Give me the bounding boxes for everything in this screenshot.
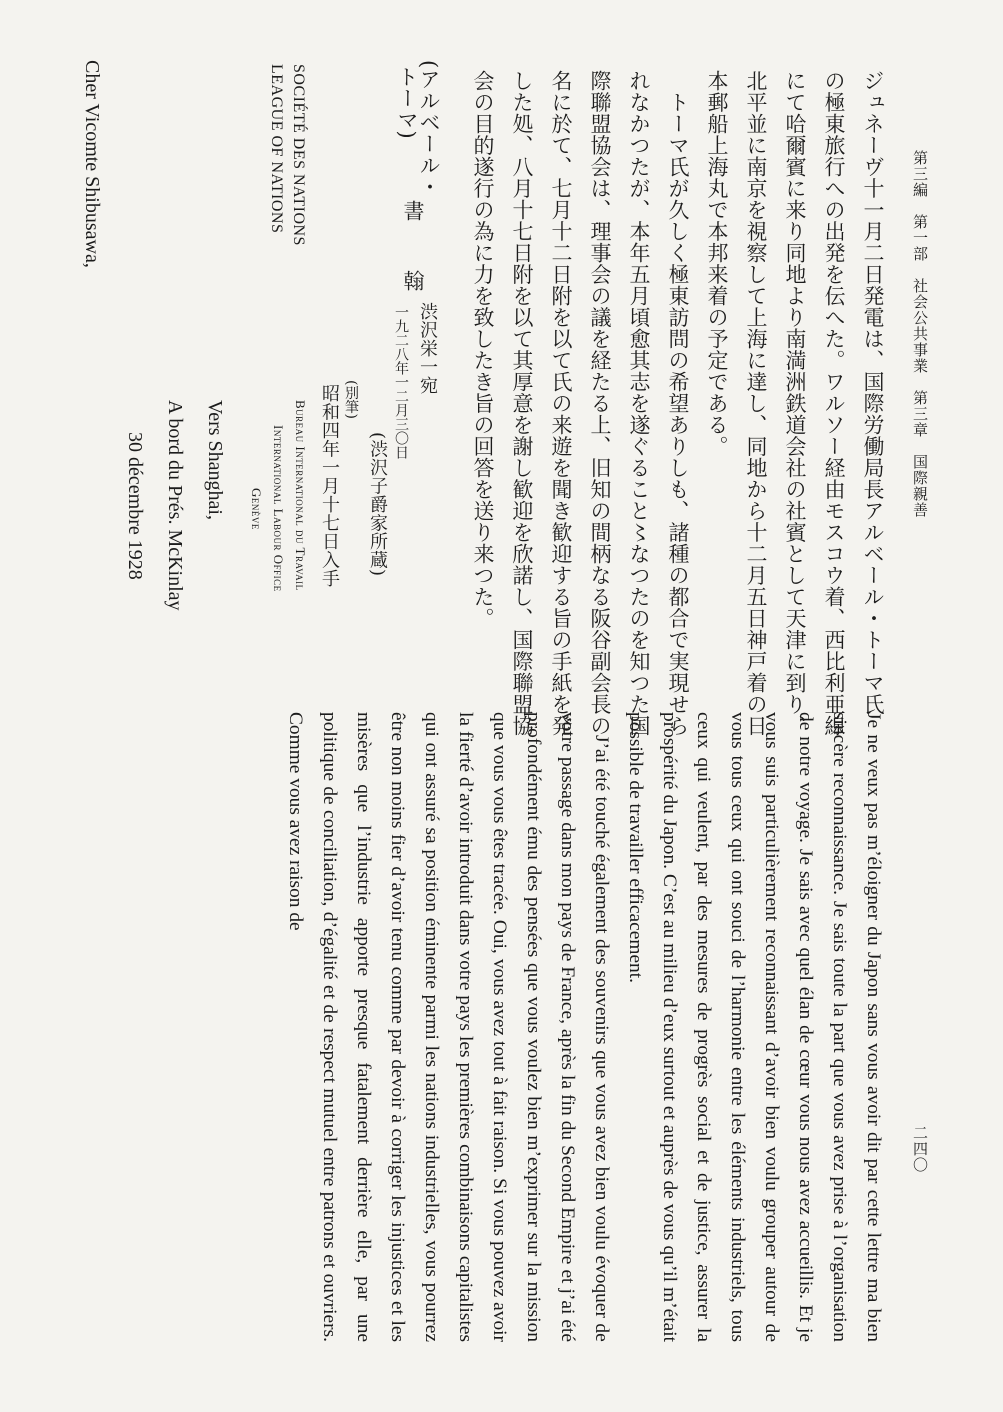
french-letter-body (70, 712, 890, 1342)
letterhead-city: Genève (249, 488, 264, 530)
jp-line: れなかつたが、本年五月頃愈其志を遂ぐること〻なつたのを知つた国 (627, 70, 651, 737)
french-paragraph: Je ne veux pas m’éloigner du Japon sans vous avoir dit par cette lettre ma bien sincère reconnaissance. Je sais toute la part que vous avez prise à l’organisation de notre voyage. Je sais avec quel élan de cœur vous nous avez accueillis. Et je vous suis particulièrement reconnaissant d’avoir bien voulu grouper autour de vous tous ceux qui ont souci de l’harmonie entre les éléments industriels, tous ceux qui veulent, par des mesures de progrès social et de justice, assurer la prospérité du Japon. C’est au milieu d’eux surtout et auprès de vous qu’il m’était possible de travailler efficacement. (625, 712, 884, 1342)
letter-date-fr: 30 décembre 1928 (124, 432, 146, 580)
jp-line: した処、八月十七日附を以て其厚意を謝し歓迎を欣諾し、国際聯盟協 (510, 70, 534, 737)
letterhead-bureau-en: International Labour Office (271, 425, 286, 592)
french-paragraph: J’ai été touché également des souvenirs que vous avez bien voulu évoquer de votre passage dans mon pays de France, après la fin du Second Empire et j’ai été profondément ému des pensées que vous voulez bien m’exprimer sur la mission que vous vous êtes tracée. Oui, vous avez tout à fait raison. Si vous pouvez avoir la fierté d’avoir introduit dans votre pays les premières combinaisons capitalistes qui ont assuré sa position éminente parmi les nations industrielles, vous pourrez être non moins fier d’avoir tenu comme par devoir à corriger les injustices et les misères que l’industrie apporte presque fatalement derrière elle, par une politique de conciliation, d’égalité et de respect mutuel entre patrons et ouvriers. Comme vous avez raison de (285, 712, 612, 1342)
letter-source: (渋沢子爵家所蔵) (367, 432, 388, 577)
place-line1: Vers Shanghai, (204, 400, 226, 520)
jp-line: の極東旅行への出発を伝へた。ワルソー経由モスコウ着、西比利亜線 (822, 70, 846, 737)
salutation: Cher Vicomte Shibusawa, (81, 60, 103, 268)
running-head: 第三編 第一部 社会公共事業 第三章 国際親善 (911, 150, 929, 518)
jp-line: トーマ氏が久しく極東訪問の希望ありしも、諸種の都合で実現せら (666, 70, 690, 737)
jp-line: 会の目的遂行の為に力を致したき旨の回答を送り来つた。 (471, 70, 495, 629)
jp-line: 名に於て、七月十二日附を以て氏の来遊を聞き歓迎する旨の手紙を発 (549, 70, 573, 737)
letter-title: 書 翰 (401, 200, 425, 305)
sender-name-line1: (アルベール・ (417, 60, 441, 198)
letter-recipient: 渋沢栄一宛 (417, 302, 438, 395)
jp-line: 北平並に南京を視察して上海に達し、同地から十二月五日神戸着の日 (744, 70, 768, 737)
letterhead-org-en: LEAGUE OF NATIONS (268, 64, 285, 234)
jp-line: 際聯盟協会は、理事会の議を経たる上、旧知の間柄なる阪谷副会長の (588, 70, 612, 737)
jp-line: ジュネーヴ十一月二日発電は、国際労働局長アルベール・トーマ氏 (861, 70, 885, 715)
page-number: 二四〇 (911, 1125, 929, 1173)
jp-line: にて哈爾賓に来り同地より南満洲鉄道会社の社賓として天津に到り、 (783, 70, 807, 737)
letterhead-bureau-fr: Bureau International du Travail (293, 400, 308, 591)
place-line2: A bord du Prés. McKinlay (164, 400, 186, 611)
letter-date-jp: 一九二八年一二月三〇日 (393, 305, 409, 459)
letter-received: 昭和四年一月十七日入手 (319, 384, 340, 588)
sender-name-line2: トーマ) (395, 66, 419, 140)
jp-line: 本郵船上海丸で本邦来着の予定である。 (705, 70, 729, 457)
letterhead-org-fr: SOCIÉTÉ DES NATIONS (290, 64, 307, 246)
letter-annotation: (別筆) (343, 380, 359, 419)
